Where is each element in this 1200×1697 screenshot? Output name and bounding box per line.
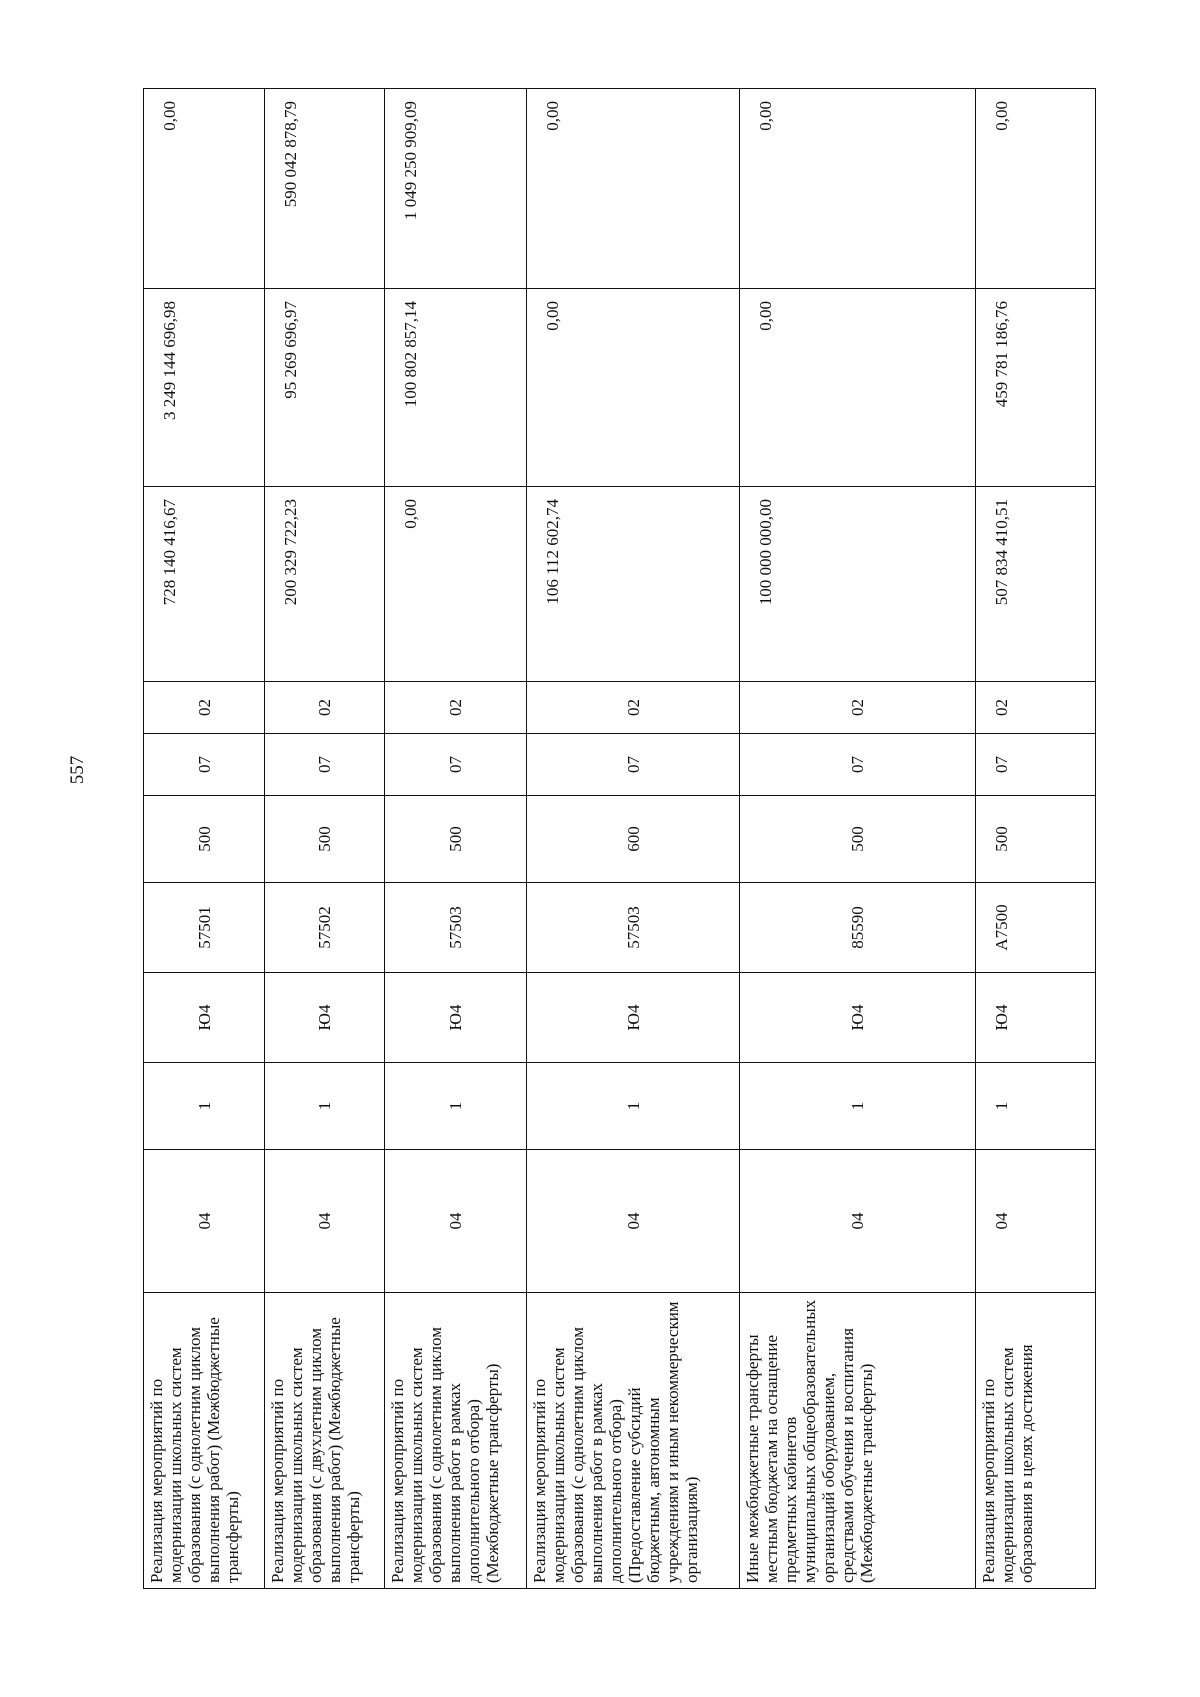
row-description: Реализация мероприятий по модернизации школьных систем образования (с двухлетним циклом выполнения работ) (Межбюджетные трансферты) <box>265 1293 385 1589</box>
code-cell: А7500 <box>976 883 1096 973</box>
row-description: Иные межбюджетные трансферты местным бюджетам на оснащение предметных кабинетов муниципальных общеобразовательных организаций оборудованием, средствами обучения и воспитания (Межбюджетные трансферты) <box>740 1293 976 1589</box>
code-cell: 07 <box>385 734 527 796</box>
code-cell: 57501 <box>144 883 265 973</box>
code-cell: 02 <box>265 682 385 734</box>
amount-cell: 3 249 144 696,98 <box>144 289 265 487</box>
code-cell: Ю4 <box>265 973 385 1063</box>
code-cell: 500 <box>740 796 976 883</box>
table-row <box>527 89 740 1589</box>
amount-cell: 0,00 <box>740 289 976 487</box>
code-cell: 04 <box>740 1150 976 1293</box>
code-cell: 02 <box>740 682 976 734</box>
code-cell: 04 <box>265 1150 385 1293</box>
amount-cell: 106 112 602,74 <box>527 487 740 682</box>
amount-cell: 100 802 857,14 <box>385 289 527 487</box>
code-cell: 07 <box>265 734 385 796</box>
amount-cell: 0,00 <box>527 289 740 487</box>
code-cell: 07 <box>740 734 976 796</box>
table-row <box>740 89 976 1589</box>
rotated-table-wrapper <box>143 89 1095 1589</box>
code-cell: 02 <box>527 682 740 734</box>
code-cell: 07 <box>976 734 1096 796</box>
code-cell: 500 <box>265 796 385 883</box>
code-cell: 04 <box>385 1150 527 1293</box>
row-description: Реализация мероприятий по модернизации школьных систем образования (с однолетним циклом выполнения работ в рамках дополнительного отбора) (Межбюджетные трансферты) <box>385 1293 527 1589</box>
code-cell: Ю4 <box>385 973 527 1063</box>
code-cell: 02 <box>144 682 265 734</box>
code-cell: 02 <box>976 682 1096 734</box>
code-cell: Ю4 <box>144 973 265 1063</box>
code-cell: Ю4 <box>740 973 976 1063</box>
amount-cell: 0,00 <box>144 89 265 289</box>
code-cell: 1 <box>144 1063 265 1150</box>
budget-table <box>143 88 1096 1589</box>
code-cell: 85590 <box>740 883 976 973</box>
amount-cell: 0,00 <box>976 89 1096 289</box>
table-row <box>144 89 265 1589</box>
table-row <box>385 89 527 1589</box>
amount-cell: 590 042 878,79 <box>265 89 385 289</box>
code-cell: 1 <box>740 1063 976 1150</box>
code-cell: 500 <box>385 796 527 883</box>
table-row <box>265 89 385 1589</box>
code-cell: 04 <box>976 1150 1096 1293</box>
amount-cell: 0,00 <box>385 487 527 682</box>
code-cell: 600 <box>527 796 740 883</box>
code-cell: 57502 <box>265 883 385 973</box>
amount-cell: 1 049 250 909,09 <box>385 89 527 289</box>
amount-cell: 459 781 186,76 <box>976 289 1096 487</box>
code-cell: 07 <box>144 734 265 796</box>
row-description: Реализация мероприятий по модернизации школьных систем образования (с однолетним циклом выполнения работ в рамках дополнительного отбора) (Предоставление субсидий бюджетным, автономным учреждениям и иным некоммерческим организациям) <box>527 1293 740 1589</box>
code-cell: Ю4 <box>976 973 1096 1063</box>
amount-cell: 95 269 696,97 <box>265 289 385 487</box>
code-cell: 57503 <box>527 883 740 973</box>
amount-cell: 728 140 416,67 <box>144 487 265 682</box>
page-number: 557 <box>67 755 88 785</box>
table-row <box>976 89 1096 1589</box>
code-cell: 1 <box>265 1063 385 1150</box>
row-description: Реализация мероприятий по модернизации школьных систем образования в целях достижения <box>976 1293 1096 1589</box>
code-cell: Ю4 <box>527 973 740 1063</box>
amount-cell: 100 000 000,00 <box>740 487 976 682</box>
code-cell: 57503 <box>385 883 527 973</box>
code-cell: 02 <box>385 682 527 734</box>
code-cell: 500 <box>976 796 1096 883</box>
code-cell: 500 <box>144 796 265 883</box>
amount-cell: 507 834 410,51 <box>976 487 1096 682</box>
code-cell: 04 <box>144 1150 265 1293</box>
amount-cell: 0,00 <box>740 89 976 289</box>
amount-cell: 200 329 722,23 <box>265 487 385 682</box>
row-description: Реализация мероприятий по модернизации школьных систем образования (с однолетним циклом выполнения работ) (Межбюджетные трансферты) <box>144 1293 265 1589</box>
code-cell: 1 <box>527 1063 740 1150</box>
code-cell: 1 <box>385 1063 527 1150</box>
code-cell: 04 <box>527 1150 740 1293</box>
amount-cell: 0,00 <box>527 89 740 289</box>
code-cell: 1 <box>976 1063 1096 1150</box>
code-cell: 07 <box>527 734 740 796</box>
